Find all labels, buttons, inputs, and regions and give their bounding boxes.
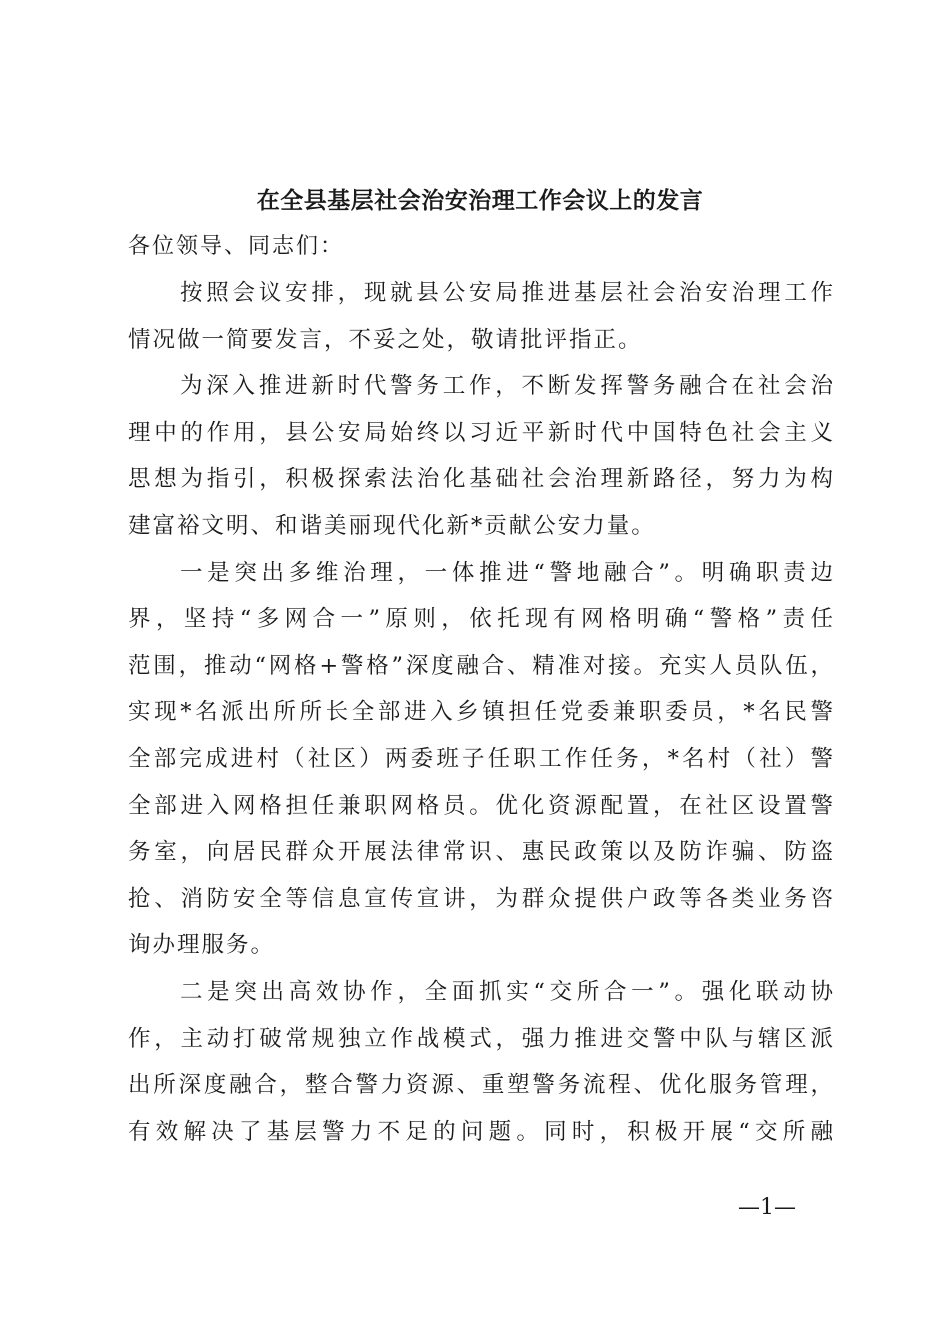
page-number: —1— [738,1195,796,1220]
body-line: 全部完成进村（社区）两委班子任职工作任务，*名村（社）警 [128,745,833,772]
body-line: 二是突出高效协作，全面抓实“交所合一”。强化联动协 [180,978,833,1005]
body-line: 实现*名派出所所长全部进入乡镇担任党委兼职委员，*名民警 [128,699,833,726]
body-line: 全部进入网格担任兼职网格员。优化资源配置，在社区设置警 [128,792,833,819]
body-line: 情况做一简要发言，不妥之处，敬请批评指正。 [128,326,643,353]
body-line: 界，坚持“多网合一”原则，依托现有网格明确“警格”责任 [128,606,833,633]
body-line: 思想为指引，积极探索法治化基础社会治理新路径，努力为构 [128,466,833,493]
body-line: 为深入推进新时代警务工作，不断发挥警务融合在社会治 [180,373,833,400]
document-title: 在全县基层社会治安治理工作会议上的发言 [256,187,704,214]
document-body [128,276,833,1161]
body-line: 按照会议安排，现就县公安局推进基层社会治安治理工作 [180,280,833,306]
body-line: 范围，推动“网格+警格”深度融合、精准对接。充实人员队伍， [128,652,833,679]
body-line: 抢、消防安全等信息宣传宣讲，为群众提供户政等各类业务咨 [128,885,833,912]
body-line: 务室，向居民群众开展法律常识、惠民政策以及防诈骗、防盗 [128,839,833,866]
body-line: 建富裕文明、和谐美丽现代化新*贡献公安力量。 [128,512,656,539]
body-line: 有效解决了基层警力不足的问题。同时，积极开展“交所融 [128,1118,833,1145]
body-line: 理中的作用，县公安局始终以习近平新时代中国特色社会主义 [128,419,833,446]
body-line: 一是突出多维治理，一体推进“警地融合”。明确职责边 [180,559,833,586]
body-line: 作，主动打破常规独立作战模式，强力推进交警中队与辖区派 [128,1025,833,1052]
salutation: 各位领导、同志们： [128,234,345,259]
body-line: 询办理服务。 [128,932,276,959]
body-line: 出所深度融合，整合警力资源、重塑警务流程、优化服务管理， [128,1072,833,1099]
